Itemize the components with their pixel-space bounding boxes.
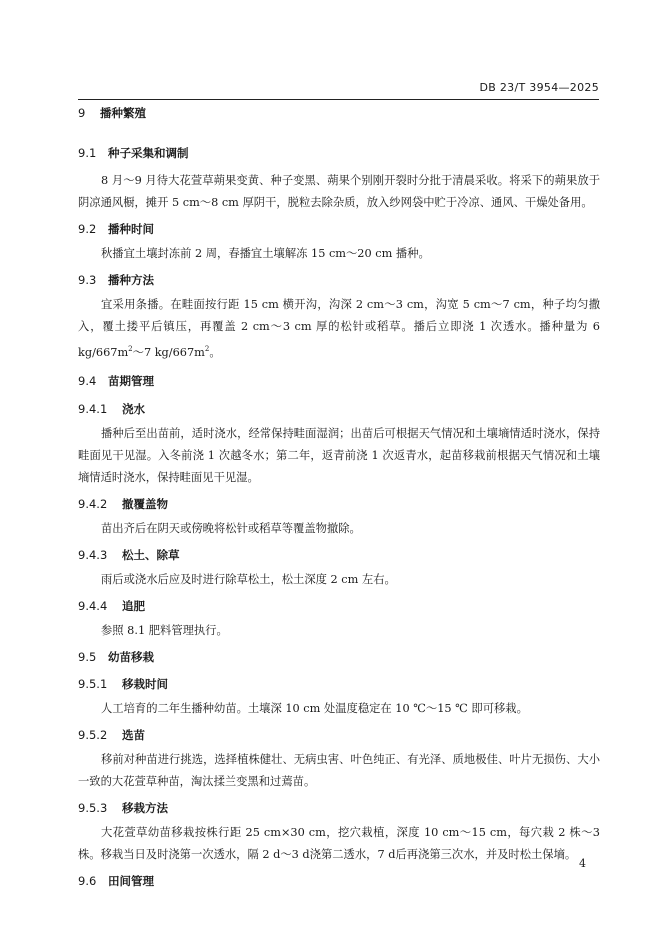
paragraph-9-1: 8 月～9 月待大花萱草蒴果变黄、种子变黑、蒴果个别刚开裂时分批于清晨采收。将采下的蒴果放于阴凉通风橱，摊开 5 cm～8 cm 厚阴干，脱粒去除杂质，放入纱网袋中贮于冷凉、通风、干燥处备用。 [78, 174, 600, 209]
paragraph-9-5-1: 人工培育的二年生播种幼苗。土壤深 10 cm 处温度稳定在 10 ℃～15 ℃ 即可移栽。 [101, 701, 528, 715]
heading-9-1: 9.1 种子采集和调制 [78, 146, 189, 160]
heading-9-3: 9.3 播种方法 [78, 273, 154, 287]
heading-9-4: 9.4 苗期管理 [78, 373, 154, 388]
heading-9-4-4: 9.4.4 追肥 [78, 598, 145, 613]
page-number: 4 [579, 857, 586, 870]
heading-9-4-2: 9.4.2 撤覆盖物 [78, 496, 168, 511]
standard-code: DB 23/T 3954—2025 [479, 81, 599, 94]
heading-9-5-1: 9.5.1 移栽时间 [78, 676, 168, 691]
heading-9-4-3: 9.4.3 松土、除草 [78, 547, 180, 562]
paragraph-9-4-1: 播种后至出苗前，适时浇水，经常保持畦面湿润；出苗后可根据天气情况和土壤墒情适时浇水，保持畦面见干见湿。入冬前浇 1 次越冬水；第二年，返青前浇 1 次返青水，起苗移栽前根据天气情况和土壤墒情适时浇水，保持畦面见干见湿。 [78, 426, 600, 484]
heading-9-6: 9.6 田间管理 [78, 873, 154, 888]
heading-9-5-2: 9.5.2 选苗 [78, 727, 145, 742]
paragraph-9-2: 秋播宜土壤封冻前 2 周，春播宜土壤解冻 15 cm～20 cm 播种。 [101, 247, 430, 260]
heading-9-5-3: 9.5.3 移栽方法 [78, 800, 168, 815]
header-rule [78, 99, 599, 100]
paragraph-9-3: 宜采用条播。在畦面按行距 15 cm 横开沟，沟深 2 cm～3 cm，沟宽 5 cm～7 cm，种子均匀撒入，覆土搂平后镇压，再覆盖 2 cm～3 cm 厚的松针或稻草。播后立即浇 1 次透水。播种量为 6 $kg/667m^2\sim 7$ $kg/667m^2$。 [78, 298, 600, 359]
paragraph-9-4-2: 苗出齐后在阴天或傍晚将松针或稻草等覆盖物撤除。 [101, 521, 361, 535]
paragraph-9-5-2: 移前对种苗进行挑选，选择植株健壮、无病虫害、叶色纯正、有光泽、质地极佳、叶片无损伤、大小一致的大花萱草种苗，淘汰揉兰变黑和过蔫苗。 [78, 752, 600, 788]
heading-9-2: 9.2 播种时间 [78, 222, 154, 236]
heading-9: 9 播种繁殖 [78, 106, 146, 120]
heading-9-4-1: 9.4.1 浇水 [78, 401, 145, 416]
paragraph-9-4-3: 雨后或浇水后应及时进行除草松土，松土深度 2 cm 左右。 [101, 572, 396, 586]
heading-9-5: 9.5 幼苗移栽 [78, 649, 154, 664]
document-body [78, 103, 600, 889]
paragraph-9-5-3: 大花萱草幼苗移栽按株行距 25 cm×30 cm，挖穴栽植，深度 10 cm～15 cm，每穴栽 2 株～3 株。移栽当日及时浇第一次透水，隔 2 d～3 d浇第二透水，7 d后再浇第三次水，并及时松土保墒。 [78, 825, 600, 861]
paragraph-9-4-4: 参照 8.1 肥料管理执行。 [101, 623, 228, 637]
